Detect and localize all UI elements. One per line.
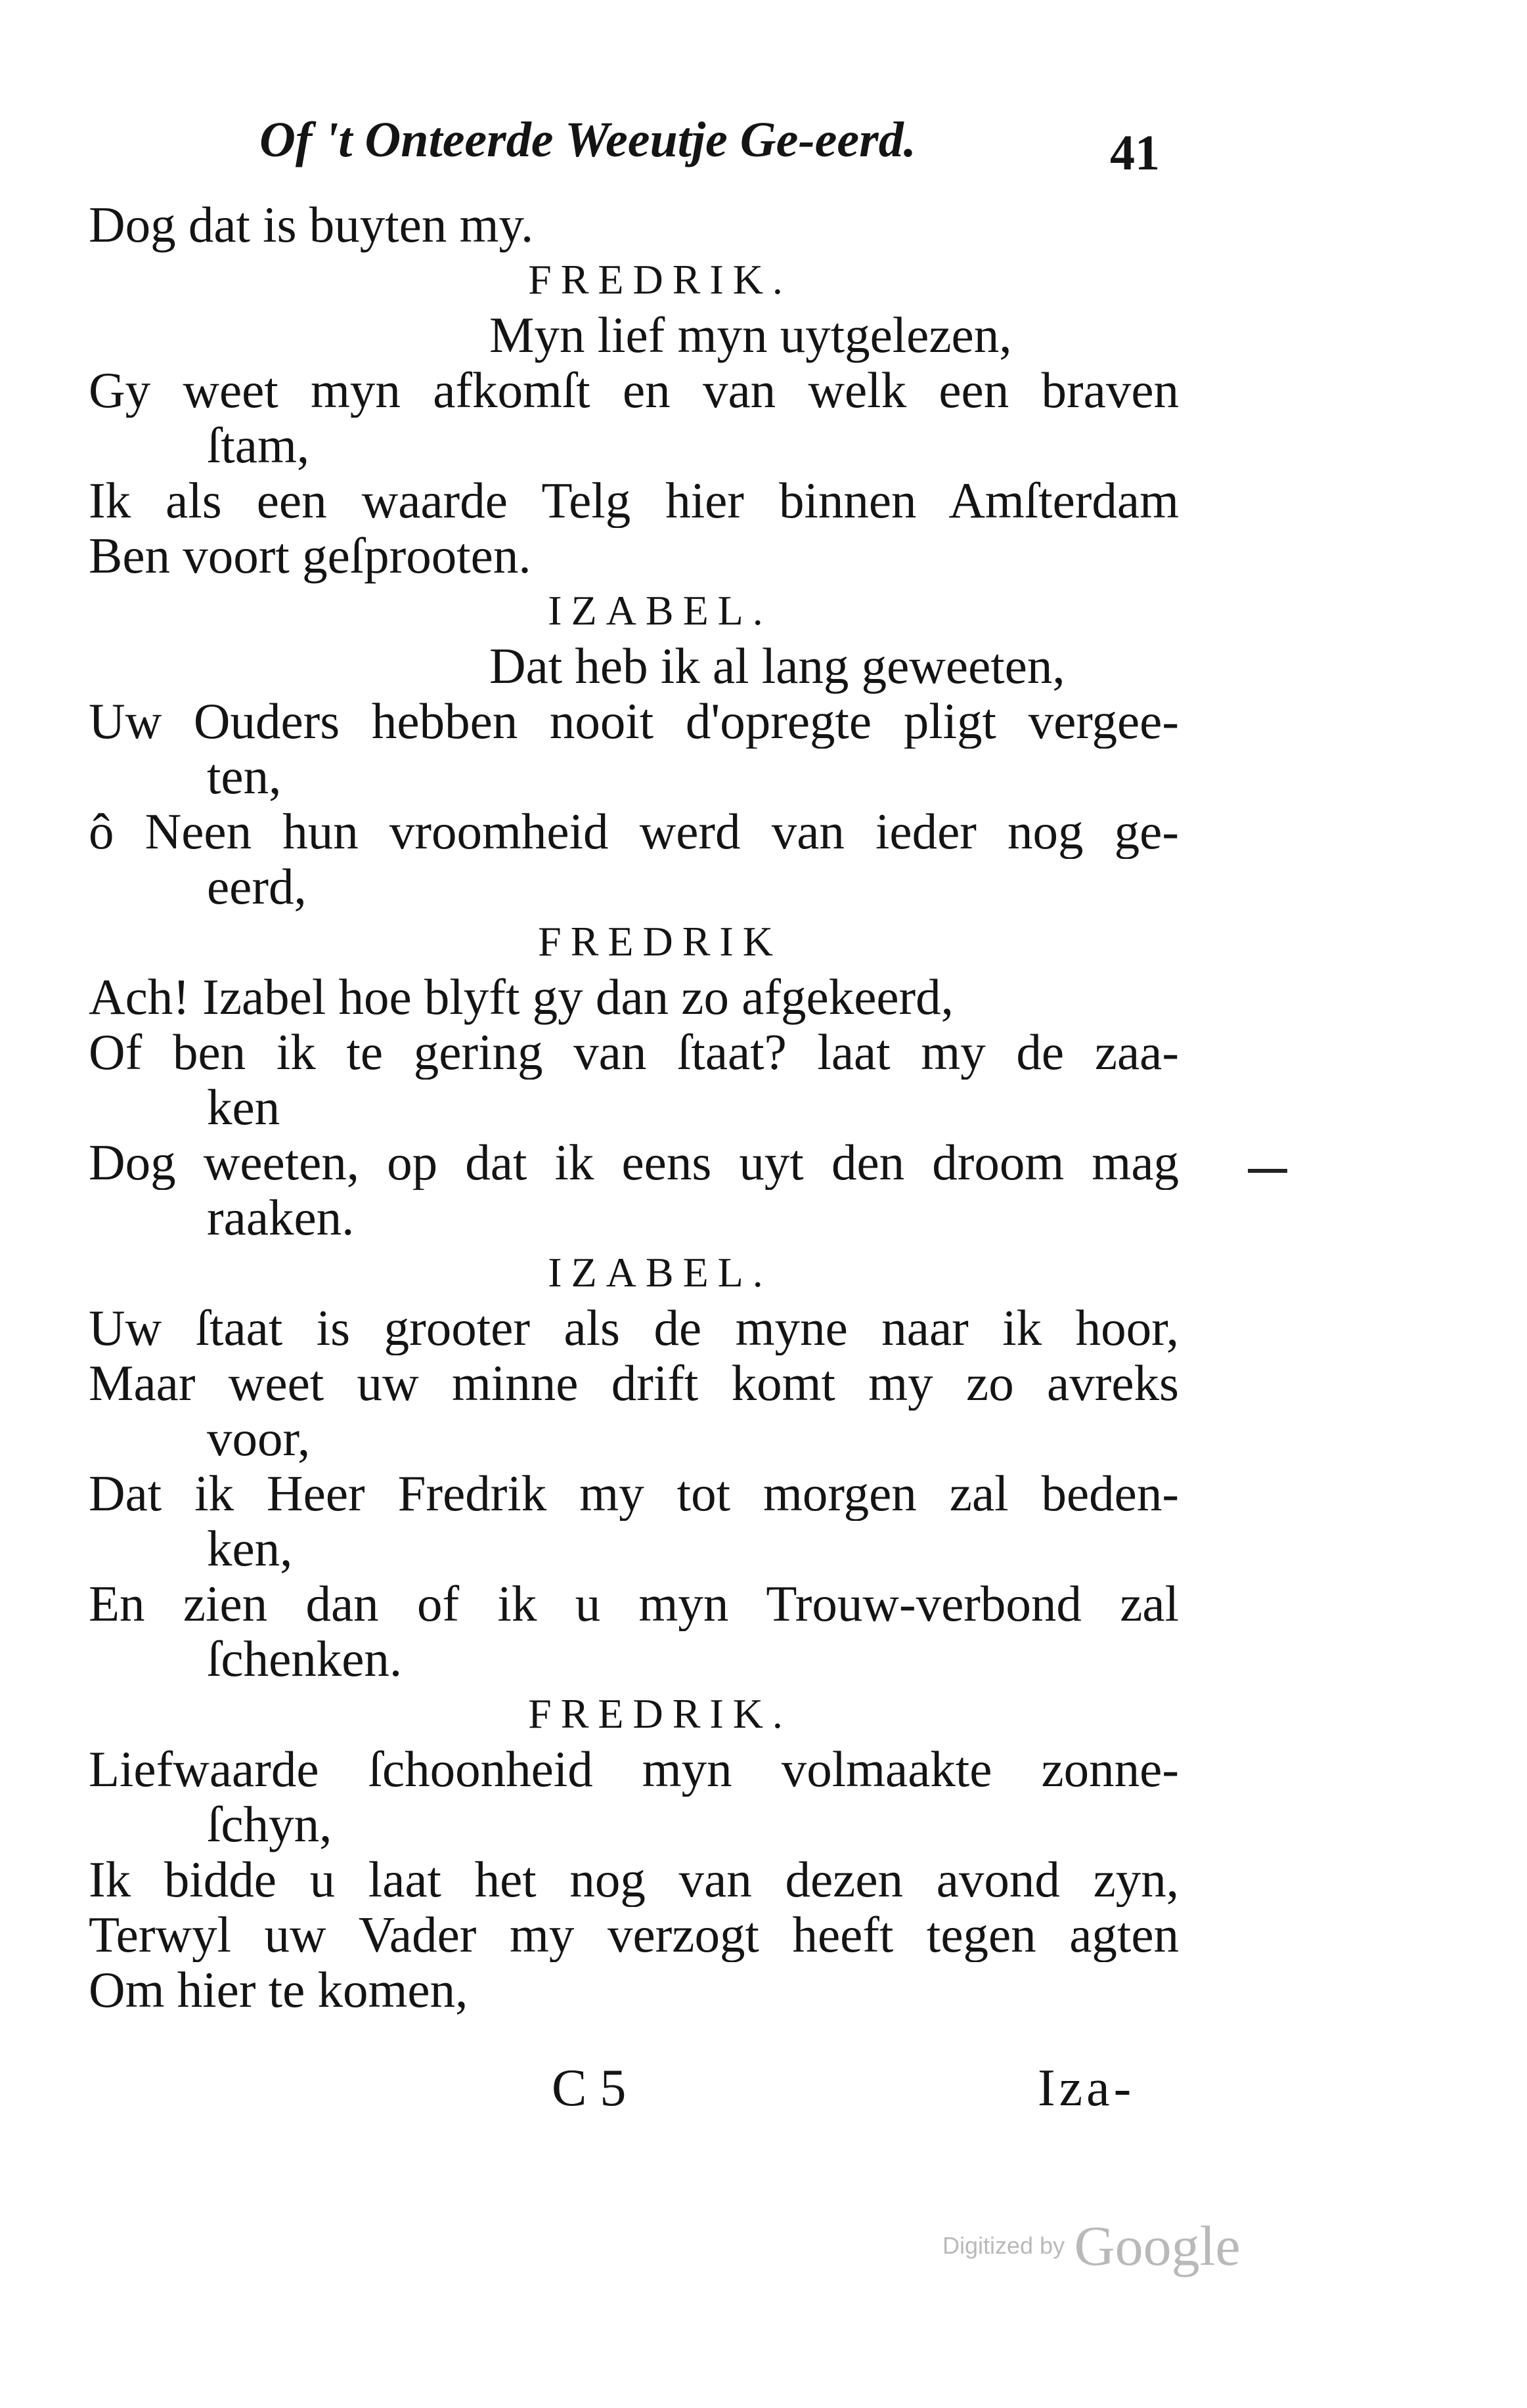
verse-line: Myn lief myn uytgelezen, <box>489 307 1012 363</box>
verse-line: Liefwaarde ſchoonheid myn volmaakte zonne- <box>89 1741 1179 1797</box>
verse-line: Terwyl uw Vader my verzogt heeft tegen agten <box>89 1907 1179 1962</box>
verse-line: Dat ik Heer Fredrik my tot morgen zal beden- <box>89 1466 1179 1521</box>
speaker-name: FREDRIK. <box>528 256 792 303</box>
verse-line: Om hier te komen, <box>89 1961 468 2018</box>
verse-line: Dat heb ik al lang geweeten, <box>489 638 1065 694</box>
speaker-name: IZABEL. <box>548 587 772 634</box>
digitized-watermark <box>942 2213 1241 2279</box>
watermark-prefix: Digitized by <box>942 2232 1065 2259</box>
verse-line: Uw Ouders hebben nooit d'opregte pligt vergee- <box>89 693 1179 749</box>
verse-line: raaken. <box>207 1189 355 1246</box>
verse-line: ſchenken. <box>207 1631 403 1687</box>
verse-line: ſtam, <box>207 417 310 473</box>
page-number: 41 <box>1110 125 1160 181</box>
verse-line: eerd, <box>207 858 307 915</box>
verse-line: ſchyn, <box>207 1796 332 1852</box>
verse-text <box>89 197 1179 2017</box>
verse-line: voor, <box>207 1410 311 1466</box>
google-logo: Google <box>1074 2214 1241 2277</box>
verse-line: En zien dan of ik u myn Trouw-verbond zal <box>89 1576 1179 1631</box>
signature-mark: C 5 <box>552 2059 627 2117</box>
verse-line: Maar weet uw minne drift komt my zo avreks <box>89 1355 1179 1411</box>
speaker-name: IZABEL. <box>548 1249 772 1296</box>
verse-line: ken, <box>207 1520 293 1577</box>
verse-line: Uw ſtaat is grooter als de myne naar ik hoor, <box>89 1300 1179 1355</box>
verse-line: Ach! Izabel hoe blyft gy dan zo afgekeerd, <box>89 969 954 1025</box>
catchword: Iza- <box>1038 2059 1136 2117</box>
verse-line: Ben voort geſprooten. <box>89 527 531 584</box>
verse-line: ten, <box>207 748 282 804</box>
running-title: Of 't Onteerde Weeutje Ge-eerd. <box>259 112 916 167</box>
verse-line: ken <box>207 1079 280 1135</box>
verse-line: Dog dat is buyten my. <box>89 196 534 253</box>
speaker-name: FREDRIK <box>538 918 782 965</box>
speaker-name: FREDRIK. <box>528 1690 792 1737</box>
verse-line: Ik bidde u laat het nog van dezen avond zyn, <box>89 1852 1179 1907</box>
verse-line: ô Neen hun vroomheid werd van ieder nog ge- <box>89 804 1179 859</box>
margin-dash-mark <box>1248 1169 1287 1173</box>
verse-line: Gy weet myn afkomſt en van welk een braven <box>89 362 1179 418</box>
verse-line: Ik als een waarde Telg hier binnen Amſterdam <box>89 473 1179 528</box>
verse-line: Dog weeten, op dat ik eens uyt den droom mag <box>89 1135 1179 1190</box>
verse-line: Of ben ik te gering van ſtaat? laat my de zaa- <box>89 1024 1179 1080</box>
